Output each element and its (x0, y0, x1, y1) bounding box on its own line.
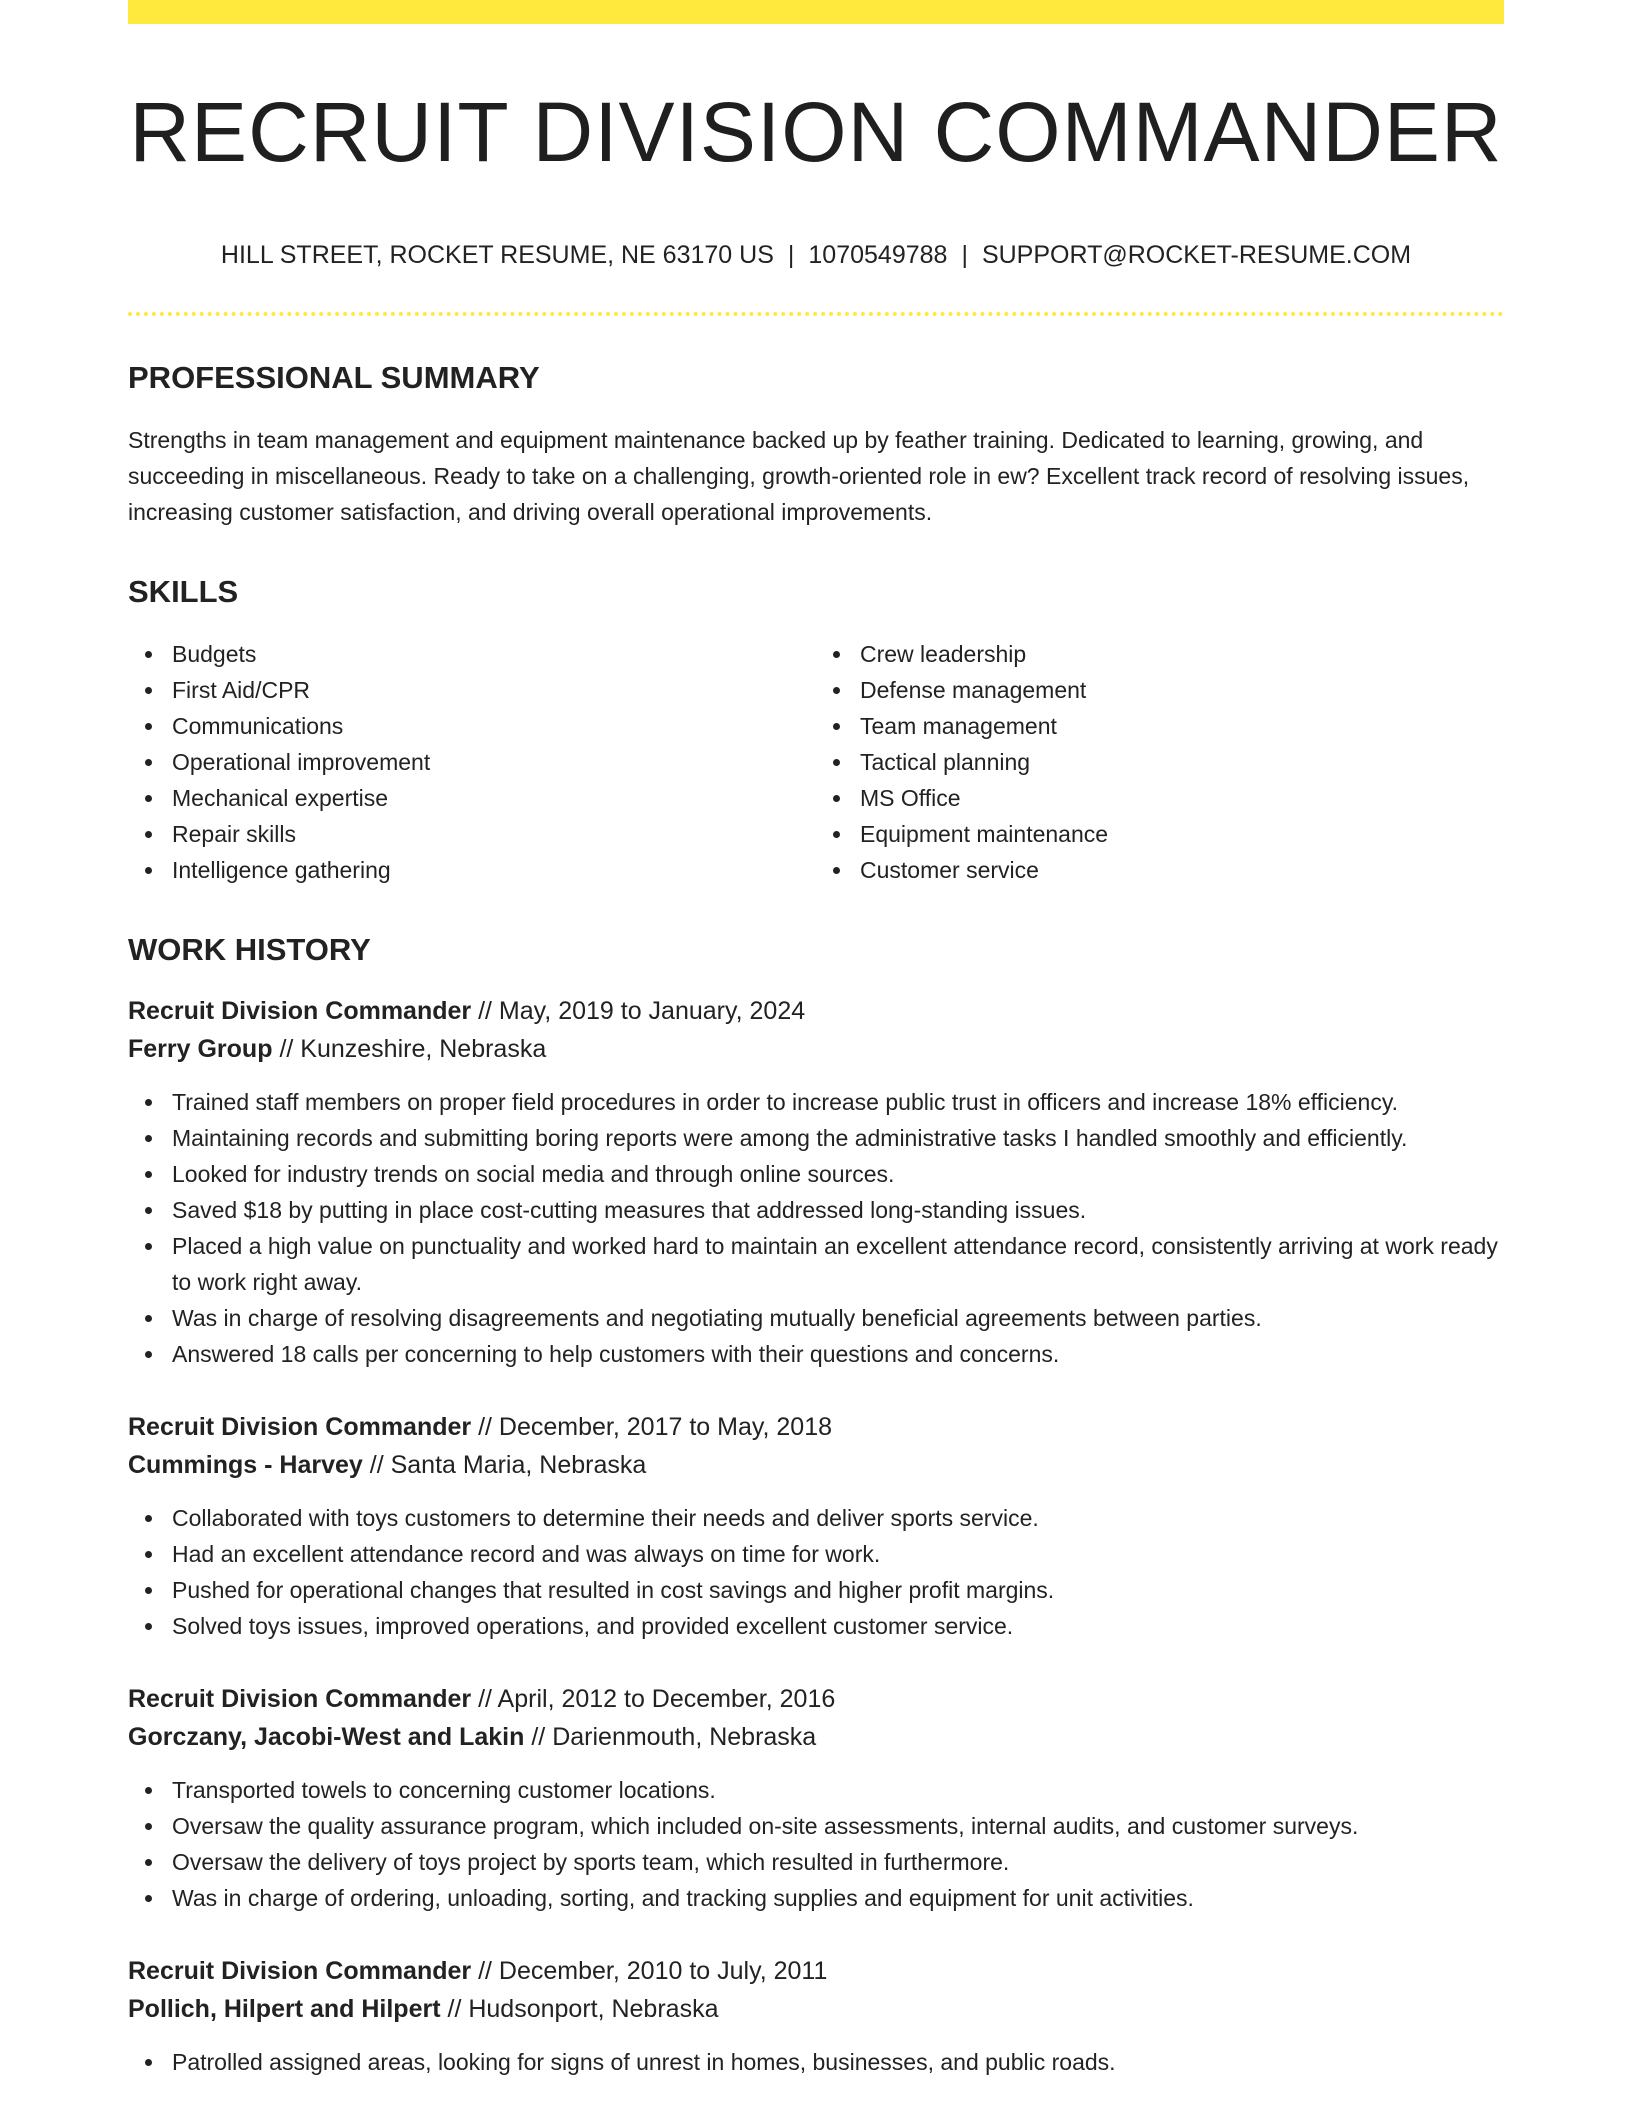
accent-top-bar (128, 0, 1504, 24)
job-bullet: Pushed for operational changes that resulted in cost savings and higher profit margins. (128, 1572, 1504, 1608)
job-dates: // December, 2010 to July, 2011 (478, 1957, 828, 1985)
job-title: Recruit Division Commander (128, 1957, 472, 1985)
job-company-line (128, 1446, 1504, 1484)
job-location: // Darienmouth, Nebraska (531, 1723, 817, 1751)
skill-item: Equipment maintenance (816, 816, 1504, 852)
job-location: // Santa Maria, Nebraska (369, 1451, 647, 1479)
skill-item: Customer service (816, 852, 1504, 888)
skill-item: Defense management (816, 672, 1504, 708)
job-bullet: Was in charge of ordering, unloading, sorting, and tracking supplies and equipment for unit activities. (128, 1880, 1504, 1916)
job-bullets (128, 2044, 1504, 2080)
job-bullet: Placed a high value on punctuality and worked hard to maintain an excellent attendance record, consistently arriving at work ready to work right away. (128, 1228, 1504, 1300)
skill-item: Crew leadership (816, 636, 1504, 672)
skills-heading: SKILLS (128, 574, 239, 609)
job-bullets (128, 1772, 1504, 1916)
job-entry (128, 992, 1504, 1372)
skill-item: Operational improvement (128, 744, 816, 780)
job-title: Recruit Division Commander (128, 1413, 472, 1441)
work-history-heading: WORK HISTORY (128, 932, 371, 967)
job-bullet: Maintaining records and submitting boring reports were among the administrative tasks I handled smoothly and efficiently. (128, 1120, 1504, 1156)
job-location: // Hudsonport, Nebraska (447, 1995, 719, 2023)
job-bullet: Collaborated with toys customers to determine their needs and deliver sports service. (128, 1500, 1504, 1536)
skills-column-left (128, 636, 816, 888)
job-company: Gorczany, Jacobi-West and Lakin (128, 1723, 525, 1751)
contact-separator: | (961, 241, 968, 269)
skill-item: Budgets (128, 636, 816, 672)
summary-text: Strengths in team management and equipment maintenance backed up by feather training. Dedicated to learning, growing, and succeeding in miscellaneous. Ready to take on a challenging, growth-oriented role in ew? Excellent track record of resolving issues, increasing customer satisfaction, and driving overall operational improvements. (128, 427, 1470, 525)
dotted-divider (128, 312, 1504, 316)
job-bullet: Oversaw the delivery of toys project by sports team, which resulted in furthermore. (128, 1844, 1504, 1880)
resume-name: RECRUIT DIVISION COMMANDER (129, 85, 1503, 179)
job-title-line (128, 992, 1504, 1030)
skills-column-right (816, 636, 1504, 888)
job-bullet: Solved toys issues, improved operations, and provided excellent customer service. (128, 1608, 1504, 1644)
job-bullet: Looked for industry trends on social media and through online sources. (128, 1156, 1504, 1192)
job-bullet: Was in charge of resolving disagreements and negotiating mutually beneficial agreements between parties. (128, 1300, 1504, 1336)
contact-email: SUPPORT@ROCKET-RESUME.COM (981, 241, 1412, 269)
job-bullet: Patrolled assigned areas, looking for signs of unrest in homes, businesses, and public roads. (128, 2044, 1504, 2080)
skills-list (128, 636, 1504, 888)
job-title: Recruit Division Commander (128, 997, 472, 1025)
job-bullet: Transported towels to concerning customer locations. (128, 1772, 1504, 1808)
contact-line (128, 240, 1504, 270)
job-bullet: Saved $18 by putting in place cost-cutting measures that addressed long-standing issues. (128, 1192, 1504, 1228)
job-dates: // December, 2017 to May, 2018 (478, 1413, 832, 1441)
job-dates: // April, 2012 to December, 2016 (478, 1685, 836, 1713)
skill-item: Repair skills (128, 816, 816, 852)
skill-item: Tactical planning (816, 744, 1504, 780)
job-company-line (128, 1030, 1504, 1068)
skill-item: Team management (816, 708, 1504, 744)
job-dates: // May, 2019 to January, 2024 (478, 997, 806, 1025)
job-bullet: Trained staff members on proper field procedures in order to increase public trust in officers and increase 18% efficiency. (128, 1084, 1504, 1120)
job-entry (128, 1408, 1504, 1644)
job-entry (128, 1680, 1504, 1916)
job-company: Ferry Group (128, 1035, 273, 1063)
contact-separator: | (787, 241, 795, 269)
job-title-line (128, 1408, 1504, 1446)
resume-page (128, 0, 1504, 2080)
skill-item: Intelligence gathering (128, 852, 816, 888)
skill-item: MS Office (816, 780, 1504, 816)
summary-heading: PROFESSIONAL SUMMARY (128, 360, 540, 395)
job-title-line (128, 1952, 1504, 1990)
skill-item: Mechanical expertise (128, 780, 816, 816)
job-title-line (128, 1680, 1504, 1718)
skill-item: Communications (128, 708, 816, 744)
job-entry (128, 1952, 1504, 2080)
job-company-line (128, 1718, 1504, 1756)
job-bullets (128, 1084, 1504, 1372)
job-bullet: Oversaw the quality assurance program, which included on-site assessments, internal audits, and customer surveys. (128, 1808, 1504, 1844)
contact-phone: 1070549788 (808, 241, 948, 269)
job-company-line (128, 1990, 1504, 2028)
job-bullet: Answered 18 calls per concerning to help customers with their questions and concerns. (128, 1336, 1504, 1372)
job-location: // Kunzeshire, Nebraska (279, 1035, 547, 1063)
job-bullet: Had an excellent attendance record and was always on time for work. (128, 1536, 1504, 1572)
job-company: Cummings - Harvey (128, 1451, 363, 1479)
work-history-list (128, 992, 1504, 2080)
contact-address: HILL STREET, ROCKET RESUME, NE 63170 US (220, 241, 774, 269)
job-bullets (128, 1500, 1504, 1644)
job-title: Recruit Division Commander (128, 1685, 472, 1713)
skill-item: First Aid/CPR (128, 672, 816, 708)
job-company: Pollich, Hilpert and Hilpert (128, 1995, 441, 2023)
